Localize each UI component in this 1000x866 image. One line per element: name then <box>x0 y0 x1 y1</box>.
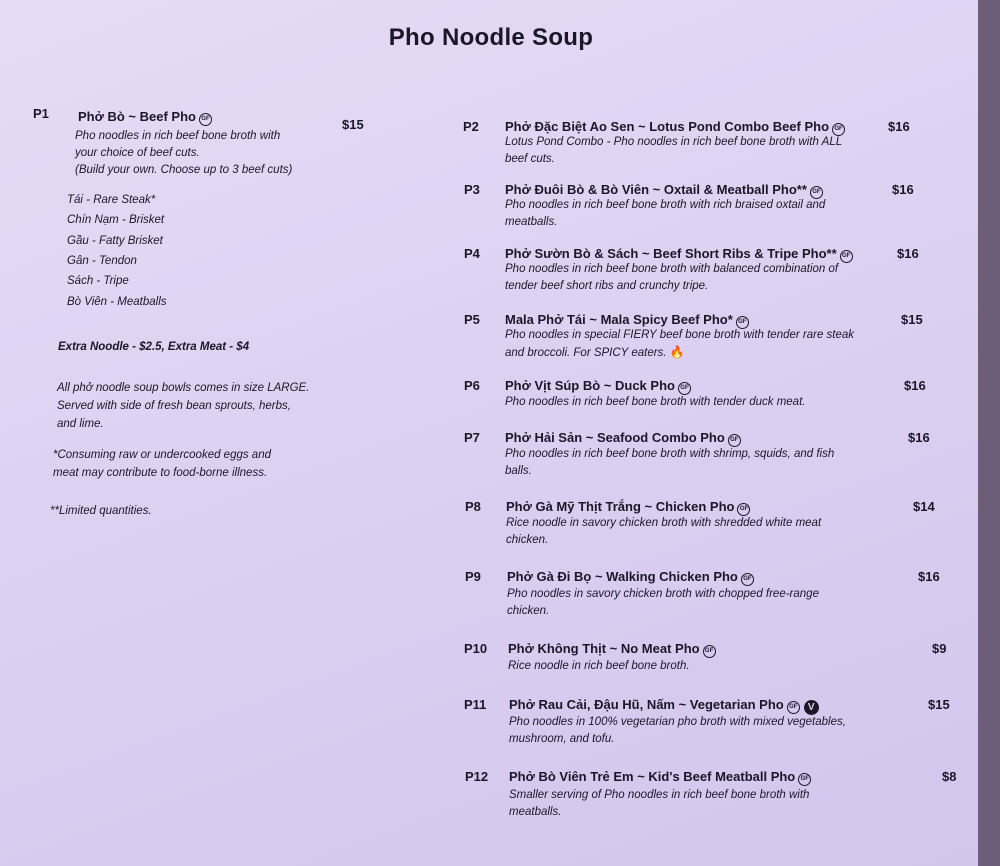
item-price: $14 <box>913 499 935 514</box>
gluten-free-icon: GF <box>678 382 691 395</box>
extras-note: Extra Noodle - $2.5, Extra Meat - $4 <box>58 341 250 353</box>
item-price: $8 <box>942 769 957 784</box>
item-code: P8 <box>465 499 481 514</box>
item-description: Pho noodles in rich beef bone broth with tender duck meat. <box>505 396 806 408</box>
item-code: P10 <box>464 641 488 656</box>
gluten-free-icon: GF <box>741 573 754 586</box>
item-description: Pho noodles in rich beef bone broth with your choice of beef cuts. (Build your own. Choose up to 3 beef cuts) <box>75 130 293 176</box>
item-name: Phở Đuôi Bò & Bò Viên ~ Oxtail & Meatball Pho** GF <box>505 182 823 199</box>
item-description: Pho noodles in special FIERY beef bone broth with tender rare steak and broccoli. For SPICY eaters. 🔥 <box>505 329 855 359</box>
vegetarian-icon: V <box>804 700 819 715</box>
item-name: Phở Không Thịt ~ No Meat Pho GF <box>508 641 716 658</box>
item-code: P5 <box>464 312 480 327</box>
item-description: Smaller serving of Pho noodles in rich beef bone broth with meatballs. <box>509 789 810 818</box>
gluten-free-icon: GF <box>832 123 845 136</box>
beef-cut-option: Gầu - Fatty Brisket <box>67 235 163 247</box>
gluten-free-icon: GF <box>840 250 853 263</box>
item-description: Rice noodle in savory chicken broth with shredded white meat chicken. <box>506 517 822 546</box>
item-name: Phở Gà Mỹ Thịt Trắng ~ Chicken Pho GF <box>506 499 750 516</box>
item-price: $16 <box>918 569 940 584</box>
item-name: Phở Gà Đi Bọ ~ Walking Chicken Pho GF <box>507 569 754 586</box>
item-name: Phở Bò Viên Trẻ Em ~ Kid's Beef Meatball Pho GF <box>509 769 811 786</box>
size-note: All phở noodle soup bowls comes in size LARGE. Served with side of fresh bean sprouts, herbs, and lime. <box>57 382 310 430</box>
item-price: $9 <box>932 641 947 656</box>
gluten-free-icon: GF <box>703 645 716 658</box>
item-price: $16 <box>892 182 914 197</box>
item-description: Pho noodles in rich beef bone broth with rich braised oxtail and meatballs. <box>505 199 826 228</box>
item-name: Phở Bò ~ Beef Pho GF <box>78 109 212 126</box>
item-price: $16 <box>888 119 910 134</box>
gluten-free-icon: GF <box>736 316 749 329</box>
gluten-free-icon: GF <box>798 773 811 786</box>
item-description: Rice noodle in rich beef bone broth. <box>508 660 690 672</box>
flame-icon: 🔥 <box>669 345 685 359</box>
limited-note: **Limited quantities. <box>50 505 152 517</box>
item-price: $15 <box>901 312 923 327</box>
item-price: $16 <box>908 430 930 445</box>
item-code: P1 <box>33 106 49 121</box>
beef-cut-option: Sách - Tripe <box>67 275 129 287</box>
gluten-free-icon: GF <box>787 701 800 714</box>
item-code: P4 <box>464 246 480 261</box>
beef-cut-option: Chín Nạm - Brisket <box>67 214 165 226</box>
menu-title: Pho Noodle Soup <box>388 24 594 51</box>
raw-food-warning: *Consuming raw or undercooked eggs and meat may contribute to food-borne illness. <box>53 449 271 479</box>
item-name: Phở Vịt Súp Bò ~ Duck Pho GF <box>505 378 691 395</box>
item-description: Lotus Pond Combo - Pho noodles in rich beef bone broth with ALL beef cuts. <box>505 136 843 165</box>
item-name: Phở Sườn Bò & Sách ~ Beef Short Ribs & Tripe Pho** GF <box>505 246 853 263</box>
item-name: Mala Phở Tái ~ Mala Spicy Beef Pho* GF <box>505 312 749 329</box>
item-description: Pho noodles in rich beef bone broth with balanced combination of tender beef short ribs and crunchy tripe. <box>505 263 839 292</box>
item-price: $16 <box>897 246 919 261</box>
beef-cut-option: Gân - Tendon <box>67 255 137 267</box>
item-price: $15 <box>342 117 364 132</box>
item-code: P6 <box>464 378 480 393</box>
gluten-free-icon: GF <box>199 113 212 126</box>
beef-cut-option: Tái - Rare Steak* <box>67 194 156 206</box>
item-name: Phở Hải Sản ~ Seafood Combo Pho GF <box>505 430 741 447</box>
gluten-free-icon: GF <box>737 503 750 516</box>
item-price: $16 <box>904 378 926 393</box>
item-description: Pho noodles in rich beef bone broth with shrimp, squids, and fish balls. <box>505 448 835 477</box>
item-name: Phở Đặc Biệt Ao Sen ~ Lotus Pond Combo Beef Pho GF <box>505 119 845 136</box>
gluten-free-icon: GF <box>810 186 823 199</box>
item-code: P9 <box>465 569 481 584</box>
item-price: $15 <box>928 697 950 712</box>
item-description: Pho noodles in 100% vegetarian pho broth with mixed vegetables, mushroom, and tofu. <box>509 716 846 745</box>
item-code: P3 <box>464 182 480 197</box>
item-name: Phở Rau Cải, Đậu Hũ, Nấm ~ Vegetarian Pho GF V <box>509 697 819 715</box>
item-description: Pho noodles in savory chicken broth with chopped free-range chicken. <box>507 588 819 617</box>
item-code: P11 <box>464 697 487 712</box>
item-code: P7 <box>464 430 480 445</box>
gluten-free-icon: GF <box>728 434 741 447</box>
beef-cut-option: Bò Viên - Meatballs <box>67 296 167 308</box>
item-code: P2 <box>463 119 479 134</box>
item-code: P12 <box>465 769 489 784</box>
